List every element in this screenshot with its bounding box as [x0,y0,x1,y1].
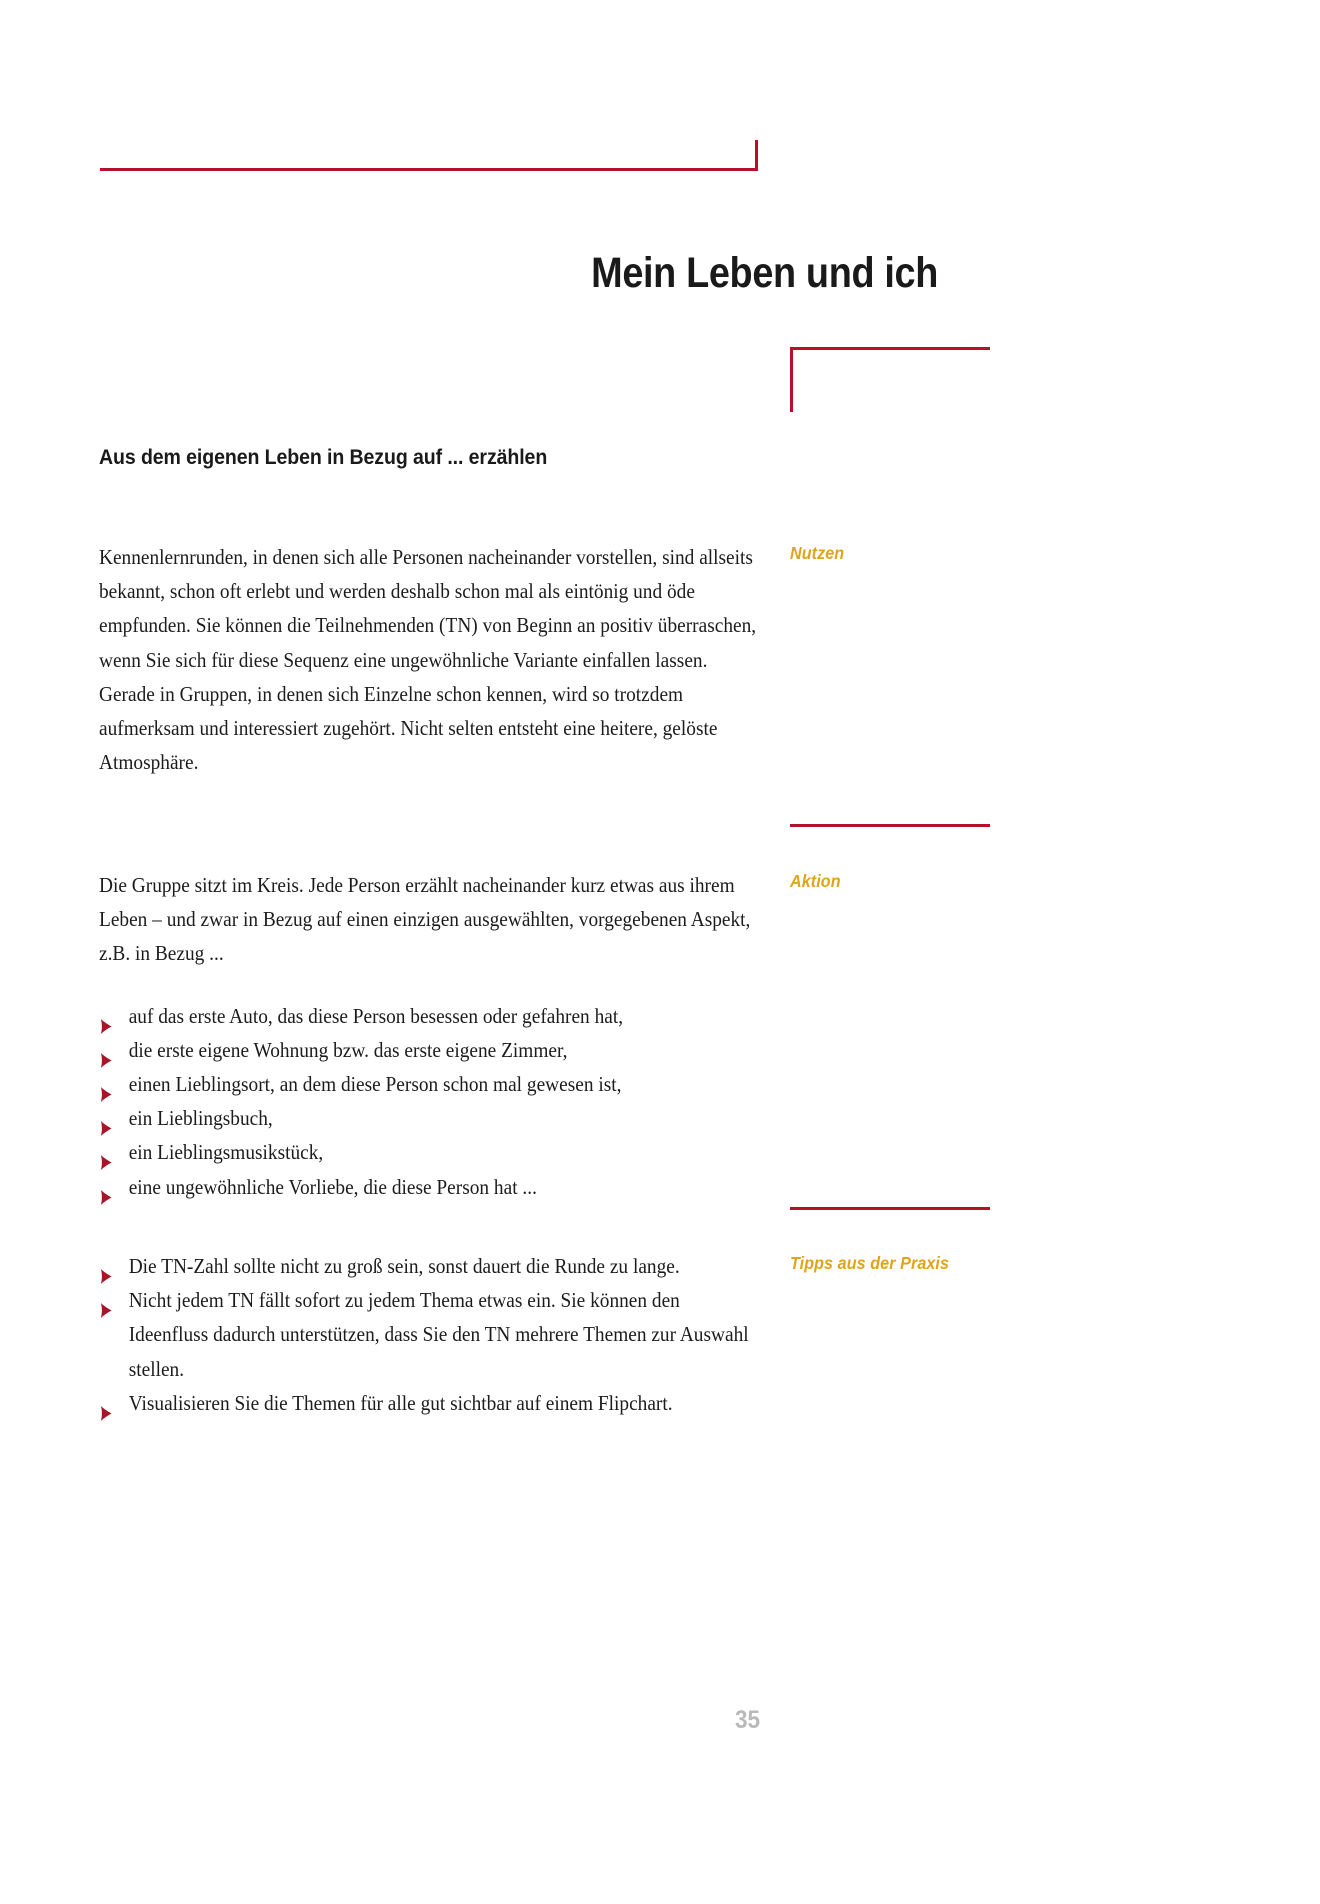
content-block-tipps [99,1249,761,1420]
list-item-text: einen Lieblingsort, an dem diese Person schon mal gewesen ist, [128,1072,622,1097]
list-item [99,1101,761,1135]
margin-label-nutzen: Nutzen [790,543,845,563]
triangle-bullet-icon [100,1146,113,1161]
list-item [99,1386,761,1420]
margin-bracket-vertical [790,347,793,412]
triangle-bullet-icon [100,1294,113,1309]
list-item-text: Die TN-Zahl sollte nicht zu groß sein, sonst dauert die Runde zu lange. [128,1254,680,1278]
triangle-bullet-icon [100,1010,113,1025]
list-item [99,1135,761,1169]
page-title: Mein Leben und ich [591,249,938,297]
triangle-bullet-icon [100,1181,113,1196]
list-item [99,1067,761,1101]
list-item [99,1249,761,1283]
list-item-text: eine ungewöhnliche Vorliebe, die diese Person hat ... [128,1174,537,1199]
list-item-text: ein Lieblingsmusikstück, [128,1140,324,1165]
margin-rule-aktion [790,824,990,827]
content-block-aktion [99,868,761,1204]
list-item [99,1283,761,1386]
paragraph: Die Gruppe sitzt im Kreis. Jede Person erzählt nacheinander kurz etwas aus ihrem Leben – und zwar in Bezug auf einen einzigen ausgewählten, vorgegebenen Aspekt, z.B. in Bezug ... [99,873,751,966]
bullet-list-tipps [99,1249,761,1420]
list-item-text: Nicht jedem TN fällt sofort zu jedem Thema etwas ein. Sie können den Ideenfluss dadurch unterstützen, dass Sie den TN mehrere Themen zur Auswahl stellen. [128,1288,749,1381]
triangle-bullet-icon [100,1078,113,1093]
list-item [99,1033,761,1067]
paragraph: Kennenlernrunden, in denen sich alle Personen nacheinander vorstellen, sind allseits bekannt, schon oft erlebt und werden deshalb schon mal als eintönig und öde empfunden. Sie können die Teilnehmenden (TN) von Beginn an positiv überraschen, wenn Sie sich für diese Sequenz eine ungewöhnliche Variante einfallen lassen. Gerade in Gruppen, in denen sich Einzelne schon kennen, wird so trotzdem aufmerksam und interessiert zugehört. Nicht selten entsteht eine heitere, gelöste Atmosphäre. [99,545,757,775]
margin-bracket-horizontal [790,347,990,350]
list-item [99,1170,761,1204]
list-item [99,999,761,1033]
triangle-bullet-icon [100,1397,113,1412]
margin-rule-tipps [790,1207,990,1210]
list-item-text: ein Lieblingsbuch, [128,1106,273,1131]
header-rule-horizontal [100,168,758,171]
margin-label-tipps: Tipps aus der Praxis [790,1253,950,1273]
list-item-text: auf das erste Auto, das diese Person besessen oder gefahren hat, [128,1003,624,1028]
bullet-list-aktion [99,999,761,1204]
page-number: 35 [734,1706,760,1734]
list-item-text: Visualisieren Sie die Themen für alle gut sichtbar auf einem Flipchart. [128,1390,673,1415]
section-heading: Aus dem eigenen Leben in Bezug auf ... erzählen [99,446,548,469]
header-rule-vertical-tick [755,140,758,171]
content-block-nutzen [99,540,761,779]
triangle-bullet-icon [100,1260,113,1275]
triangle-bullet-icon [100,1044,113,1059]
margin-label-aktion: Aktion [790,871,841,891]
triangle-bullet-icon [100,1112,113,1127]
list-item-text: die erste eigene Wohnung bzw. das erste eigene Zimmer, [128,1037,568,1062]
